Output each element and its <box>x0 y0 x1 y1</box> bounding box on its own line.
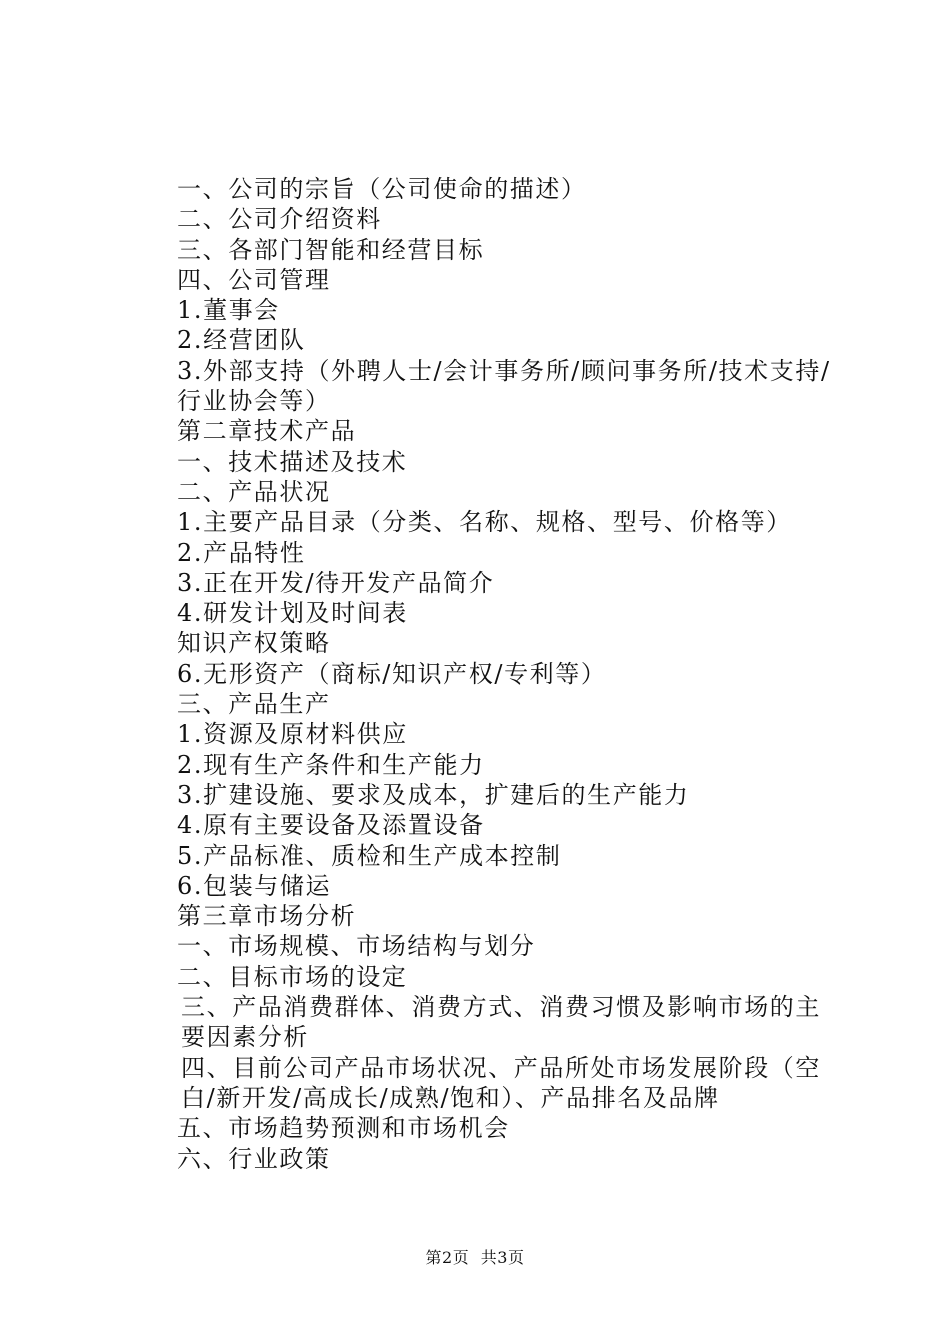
heading-consumer-analysis: 三、产品消费群体、消费方式、消费习惯及影响市场的主要因素分析 <box>181 993 821 1052</box>
heading-company-intro: 二、公司介绍资料 <box>177 205 382 234</box>
heading-department-goals: 三、各部门智能和经营目标 <box>177 235 485 264</box>
heading-production: 三、产品生产 <box>177 690 331 719</box>
chapter-two-title: 第二章技术产品 <box>177 417 357 446</box>
item-product-features: 2.产品特性 <box>177 538 306 567</box>
item-quality-control: 5.产品标准、质检和生产成本控制 <box>177 841 562 870</box>
heading-tech-description: 一、技术描述及技术 <box>177 447 408 476</box>
item-management-team: 2.经营团队 <box>177 326 306 355</box>
item-production-capacity: 2.现有生产条件和生产能力 <box>177 750 485 779</box>
page-total: 共3页 <box>480 1248 525 1267</box>
item-packaging: 6.包装与储运 <box>177 871 332 900</box>
item-intangible-assets: 6.无形资产（商标/知识产权/专利等） <box>177 659 607 688</box>
item-raw-materials: 1.资源及原材料供应 <box>177 720 408 749</box>
heading-company-purpose: 一、公司的宗旨（公司使命的描述） <box>177 175 587 203</box>
item-product-catalog: 1.主要产品目录（分类、名称、规格、型号、价格等） <box>177 508 792 537</box>
heading-company-management: 四、公司管理 <box>177 265 331 294</box>
item-ip-strategy: 知识产权策略 <box>177 629 331 658</box>
heading-target-market: 二、目标市场的设定 <box>177 962 408 991</box>
chapter-three-title: 第三章市场分析 <box>177 902 357 931</box>
heading-market-trends: 五、市场趋势预测和市场机会 <box>177 1114 510 1143</box>
document-body <box>130 174 832 1174</box>
heading-market-status: 四、目前公司产品市场状况、产品所处市场发展阶段（空白/新开发/高成长/成熟/饱和）、产品排名及品牌 <box>181 1053 821 1112</box>
heading-industry-policy: 六、行业政策 <box>177 1144 331 1173</box>
item-board: 1.董事会 <box>177 296 280 325</box>
page-footer <box>0 1245 950 1268</box>
item-rd-plan: 4.研发计划及时间表 <box>177 599 408 628</box>
item-expansion: 3.扩建设施、要求及成本，扩建后的生产能力 <box>177 780 690 809</box>
item-equipment: 4.原有主要设备及添置设备 <box>177 811 485 840</box>
item-external-support: 3.外部支持（外聘人士/会计事务所/顾问事务所/技术支持/行业协会等） <box>177 356 831 416</box>
heading-product-status: 二、产品状况 <box>177 477 331 506</box>
heading-market-scale: 一、市场规模、市场结构与划分 <box>177 932 536 961</box>
page-number: 第2页 <box>425 1248 470 1267</box>
item-products-in-development: 3.正在开发/待开发产品简介 <box>177 568 495 597</box>
